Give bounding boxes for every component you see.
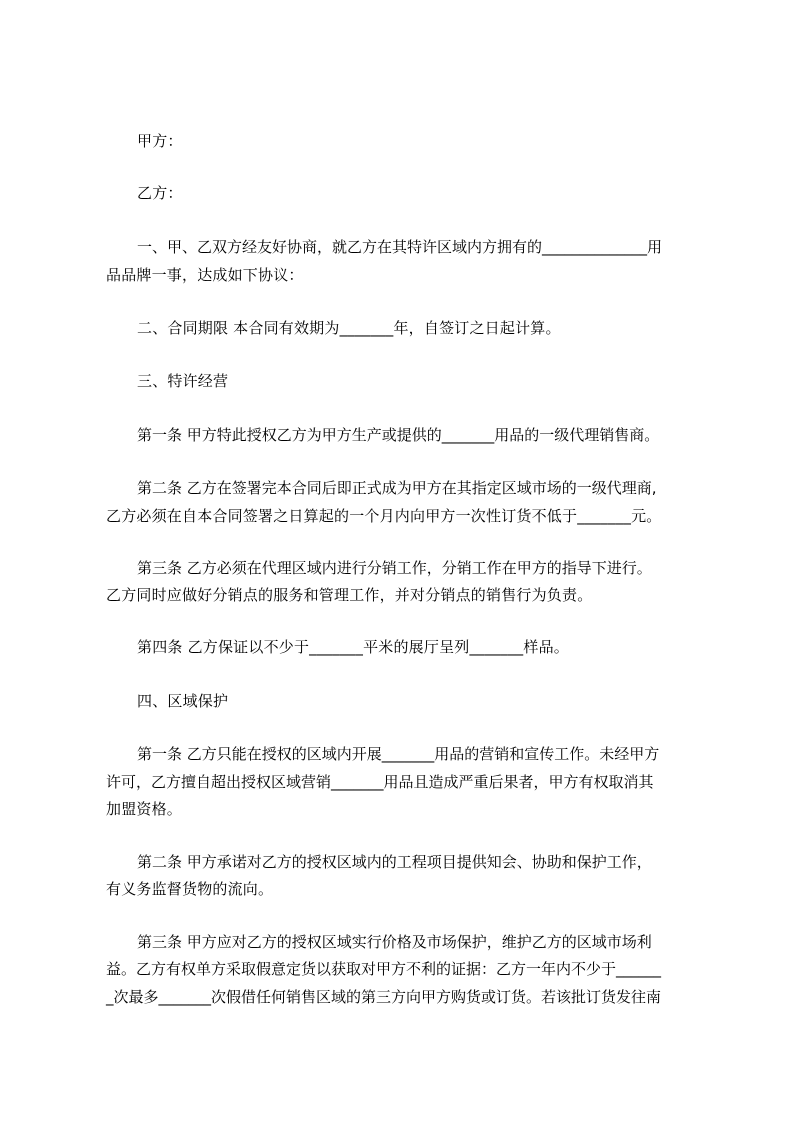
section-4-article-3-line-3: _次最多_______次假借任何销售区域的第三方向甲方购货或订货。若该批订货发往南 [106,988,662,1006]
section-3-article-3-line-2: 乙方同时应做好分销点的服务和管理工作，并对分销点的销售行为负责。 [106,586,593,604]
section-4-article-1-line-1: 第一条 乙方只能在授权的区域内开展_______用品的营销和宣传工作。未经甲方 [137,745,660,763]
clause-1-line-1: 一、甲、乙双方经友好协商，就乙方在其特许区域内方拥有的______________用 [137,238,663,256]
section-4-article-3-line-1: 第三条 甲方应对乙方的授权区域实行价格及市场保护，维护乙方的区域市场利 [137,933,652,951]
section-4-article-2-line-2: 有义务监督货物的流向。 [106,880,274,898]
clause-2-term: 二、合同期限 本合同有效期为_______年，自签订之日起计算。 [137,319,561,337]
clause-1-line-2: 品品牌一事，达成如下协议： [106,266,304,284]
section-4-article-1-line-3: 加盟资格。 [106,800,183,818]
section-4-heading: 四、区域保护 [137,692,229,710]
section-3-article-2-line-2: 乙方必须在自本合同签署之日算起的一个月内向甲方一次性订货不低于_______元。 [106,507,662,525]
party-a-label: 甲方： [137,132,183,150]
section-4-article-1-line-2: 许可，乙方擅自超出授权区域营销_______用品且造成严重后果者，甲方有权取消其 [106,773,654,791]
party-b-label: 乙方： [137,184,183,202]
section-4-article-3-line-2: 益。乙方有权单方采取假意定货以获取对甲方不利的证据：乙方一年内不少于______ [106,960,662,978]
section-3-article-2-line-1: 第二条 乙方在签署完本合同后即正式成为甲方在其指定区域市场的一级代理商, [137,479,657,497]
section-3-article-3-line-1: 第三条 乙方必须在代理区域内进行分销工作，分销工作在甲方的指导下进行。 [137,559,652,577]
section-4-article-2-line-1: 第二条 甲方承诺对乙方的授权区域内的工程项目提供知会、协助和保护工作， [137,853,652,871]
section-3-article-4: 第四条 乙方保证以不少于_______平米的展厅呈列_______样品。 [137,638,569,656]
section-3-heading: 三、特许经营 [137,372,229,390]
section-3-article-1: 第一条 甲方特此授权乙方为甲方生产或提供的_______用品的一级代理销售商。 [137,426,660,444]
